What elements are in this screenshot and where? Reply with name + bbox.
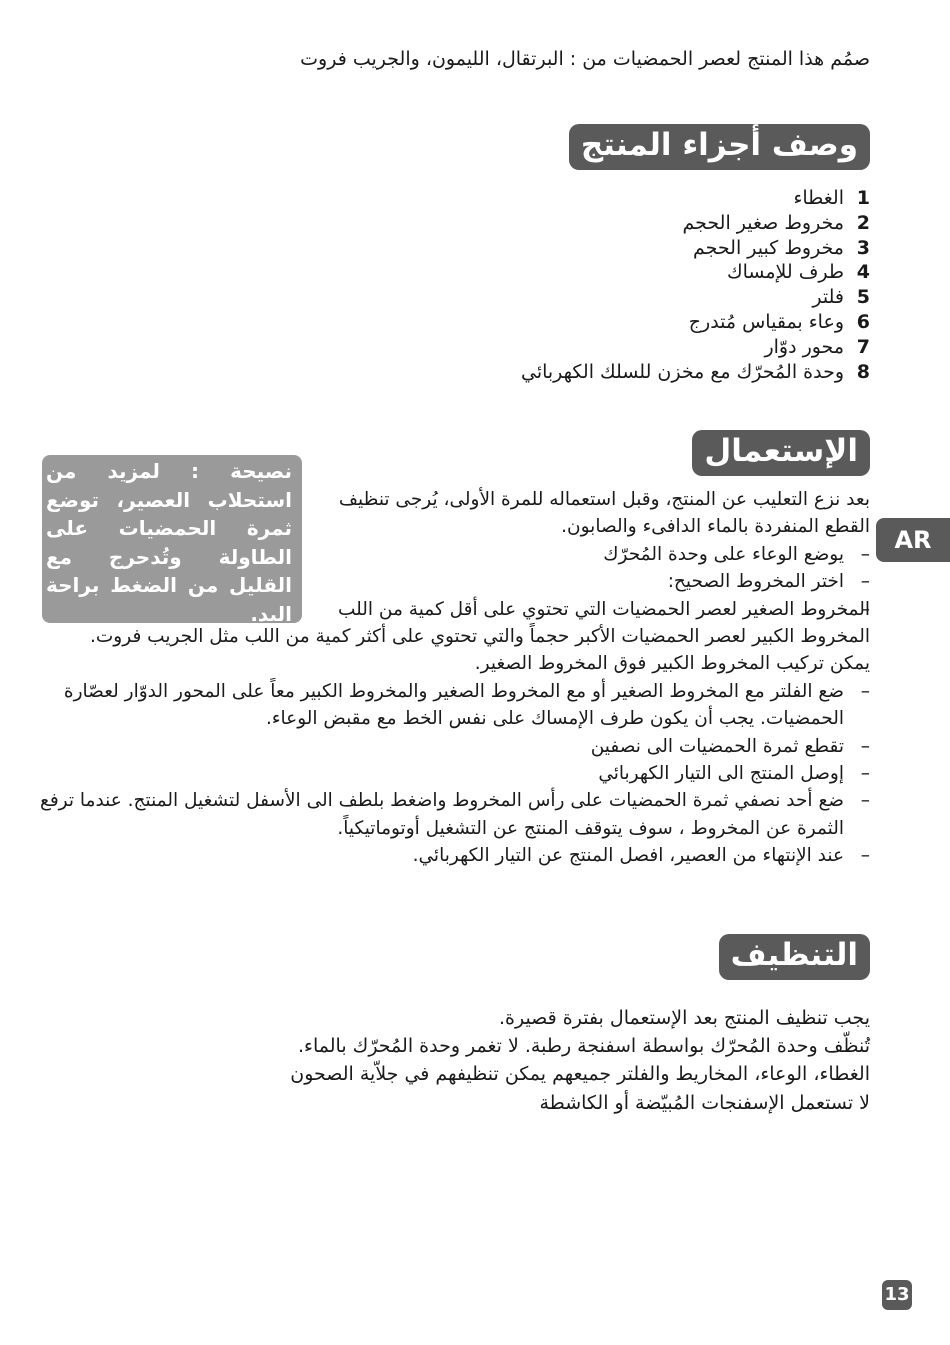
cleaning-line: لا تستعمل الإسفنجات المُبيّضة أو الكاشطة <box>539 1091 870 1114</box>
part-number: 8 <box>856 360 870 383</box>
part-label: فلتر <box>812 286 844 309</box>
part-item <box>350 211 870 236</box>
usage-step <box>279 568 870 595</box>
part-item <box>350 335 870 360</box>
usage-substep-small: – المخروط الصغير لعصر الحمضيات التي تحتوي على أقل كمية من اللب <box>337 598 870 620</box>
usage-substeps <box>40 596 870 678</box>
part-item <box>350 285 870 310</box>
part-number: 5 <box>856 286 870 309</box>
part-item <box>350 310 870 335</box>
parts-list <box>350 186 870 384</box>
usage-step: – عند الإنتهاء من العصير، افصل المنتج عن التيار الكهربائي. <box>40 842 870 869</box>
cleaning-line: الغطاء، الوعاء، المخاريط والفلتر جميعهم يمكن تنظيفهم في جلاّية الصحون <box>290 1063 870 1086</box>
part-number: 1 <box>856 187 870 209</box>
usage-instructions <box>40 486 870 870</box>
part-item <box>350 236 870 261</box>
language-tab: AR <box>876 518 950 562</box>
tip-box: نصيحة : لمزيد من استحلاب العصير، توضع ثمرة الحمضيات على الطاولة وتُدحرج مع القليل من الضغط براحة اليد. <box>42 455 302 623</box>
usage-step: – ضع الفلتر مع المخروط الصغير أو مع المخروط الصغير والمخروط الكبير معاً على المحور الدوّار لعصّارة الحمضيات. يجب أن يكون طرف الإمساك على نفس الخط مع مقبض الوعاء. <box>40 678 870 733</box>
usage-intro: بعد نزع التعليب عن المنتج، وقبل استعماله للمرة الأولى، يُرجى تنظيف القطع المنفردة بالماء الدافىء والصابون. <box>338 489 870 538</box>
part-number: 3 <box>856 236 870 259</box>
part-item <box>350 360 870 385</box>
section-heading-description: وصف أجزاء المنتج <box>569 124 870 170</box>
part-label: مخروط كبير الحجم <box>693 236 844 259</box>
part-number: 4 <box>856 261 870 284</box>
section-heading-cleaning: التنظيف <box>719 934 870 980</box>
part-label: مخروط صغير الحجم <box>682 211 844 234</box>
usage-substep-note: يمكن تركيب المخروط الكبير فوق المخروط الصغير. <box>474 653 870 675</box>
page-number: 13 <box>882 1280 912 1310</box>
part-label: وعاء بمقياس مُتدرج <box>688 310 844 333</box>
part-label: محور دوّار <box>764 335 844 358</box>
part-number: 7 <box>856 335 870 358</box>
section-heading-usage: الإستعمال <box>692 430 870 476</box>
usage-substep-large: المخروط الكبير لعصر الحمضيات الأكبر حجماً والتي تحتوي على أكثر كمية من اللب مثل الجريب فروت. <box>90 626 870 648</box>
usage-step-text: اختر المخروط الصحيح: <box>667 571 844 593</box>
part-item <box>350 186 870 211</box>
cleaning-line: يجب تنظيف المنتج بعد الإستعمال بفترة قصيرة. <box>498 1007 870 1029</box>
part-item <box>350 260 870 285</box>
usage-steps <box>40 541 870 870</box>
part-label: وحدة المُحرّك مع مخزن للسلك الكهربائي <box>520 360 844 383</box>
part-number: 6 <box>856 310 870 333</box>
part-label: طرف للإمساك <box>726 261 844 284</box>
part-label: الغطاء <box>793 187 844 209</box>
usage-step: – تقطع ثمرة الحمضيات الى نصفين <box>40 733 870 760</box>
part-number: 2 <box>856 211 870 234</box>
cleaning-instructions <box>230 1004 870 1117</box>
usage-step: – إوصل المنتج الى التيار الكهربائي <box>40 760 870 787</box>
cleaning-line: تُنظّف وحدة المُحرّك بواسطة اسفنجة رطبة. لا تغمر وحدة المُحرّك بالماء. <box>298 1035 870 1058</box>
intro-text: صمُم هذا المنتج لعصر الحمضيات من : البرتقال، الليمون، والجريب فروت <box>300 48 870 70</box>
usage-step: – ضع أحد نصفي ثمرة الحمضيات على رأس المخروط واضغط بلطف الى الأسفل لتشغيل المنتج. عندما ترفع الثمرة عن المخروط ، سوف يتوقف المنتج عن التشغيل أوتوماتيكياً. <box>40 787 870 842</box>
usage-step: – يوضع الوعاء على وحدة المُحرّك <box>279 541 870 568</box>
